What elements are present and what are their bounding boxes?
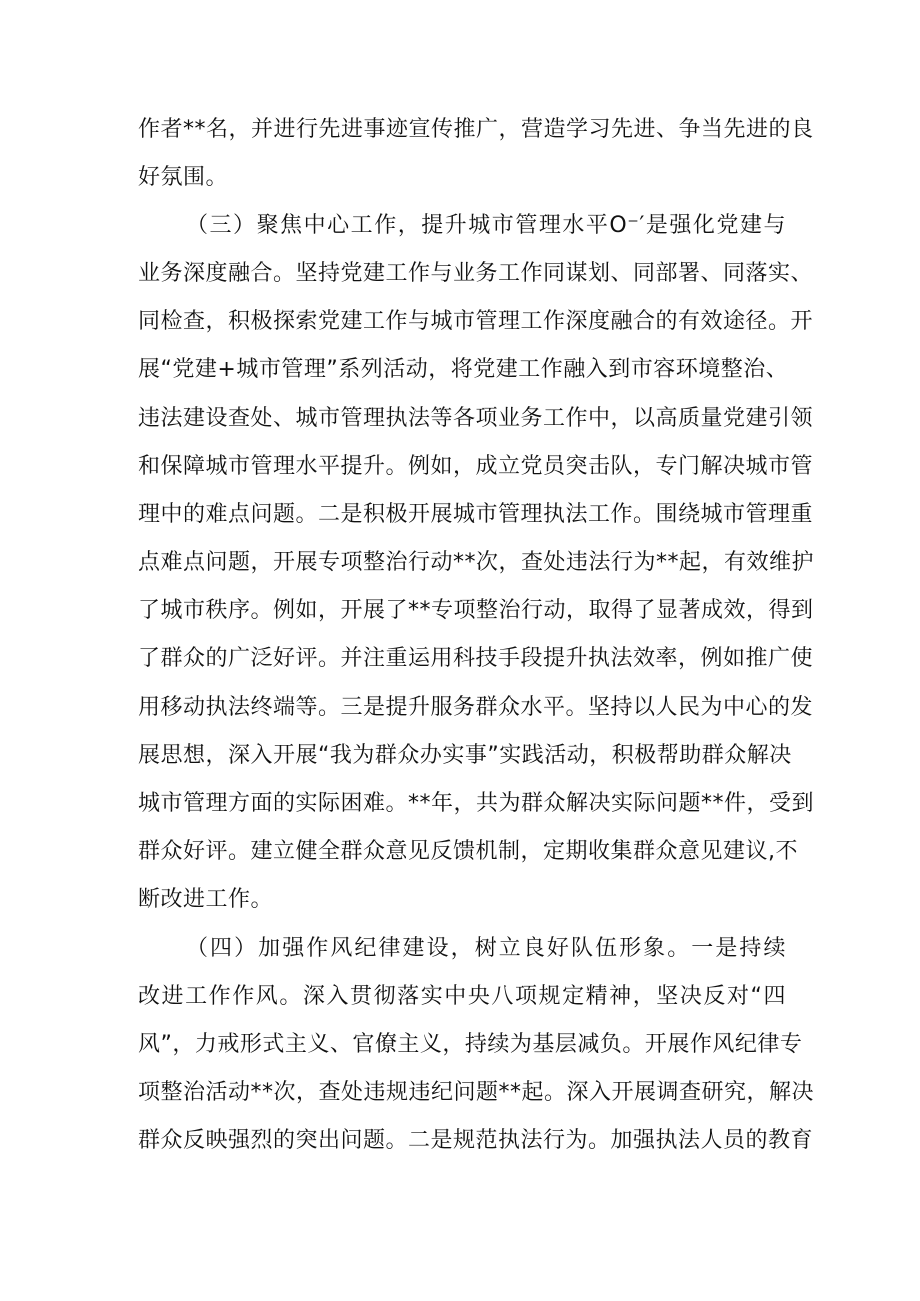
text-line: 和保障城市管理水平提升。例如，成立党员突击队，专门解决城市管 — [138, 454, 814, 479]
text-line: 业务深度融合。坚持党建工作与业务工作同谋划、同部署、同落实、 — [138, 261, 814, 286]
text-line: 改进工作作风。深入贯彻落实中央八项规定精神，坚决反对“四 — [138, 984, 786, 1009]
text-line: 展“党建+城市管理”系列活动，将党建工作融入到市容环境整治、 — [138, 357, 789, 382]
text-line: 理中的难点问题。二是积极开展城市管理执法工作。围绕城市管理重 — [138, 502, 814, 527]
text-line: 群众好评。建立健全群众意见反馈机制，定期收集群众意见建议,不 — [138, 839, 798, 864]
text-line: 点难点问题，开展专项整治行动**次，查处违法行为**起，有效维护 — [138, 550, 815, 575]
text-line: 用移动执法终端等。三是提升服务群众水平。坚持以人民为中心的发 — [138, 695, 814, 720]
text-line: 了群众的广泛好评。并注重运用科技手段提升执法效率，例如推广使 — [138, 646, 814, 671]
text-line: 风”，力戒形式主义、官僚主义，持续为基层减负。开展作风纪律专 — [138, 1032, 803, 1057]
text-line: 好氛围。 — [138, 165, 229, 190]
text-line: 城市管理方面的实际困难。**年，共为群众解决实际问题**件，受到 — [138, 791, 815, 816]
text-line: 同检查，积极探索党建工作与城市管理工作深度融合的有效途径。开 — [138, 309, 814, 334]
text-line: 了城市秩序。例如，开展了**专项整治行动，取得了显著成效，得到 — [138, 598, 814, 623]
section-heading-3: （三）聚焦中心工作，提升城市管理水平O⁻′是强化党建与 — [186, 213, 786, 238]
section-heading-4: （四）加强作风纪律建设，树立良好队伍形象。一是持续 — [186, 936, 786, 961]
text-line: 展思想，深入开展“我为群众办实事”实践活动，积极帮助群众解决 — [138, 743, 792, 768]
text-line: 项整治活动**次，查处违规违纪问题**起。深入开展调查研究，解决 — [138, 1080, 815, 1105]
text-line: 违法建设查处、城市管理执法等各项业务工作中，以高质量党建引领 — [138, 406, 814, 431]
text-line: 断改进工作。 — [138, 887, 274, 912]
text-line: 作者**名，并进行先进事迹宣传推广，营造学习先进、争当先进的良 — [138, 117, 814, 142]
text-line: 群众反映强烈的突出问题。二是规范执法行为。加强执法人员的教育 — [138, 1128, 814, 1153]
